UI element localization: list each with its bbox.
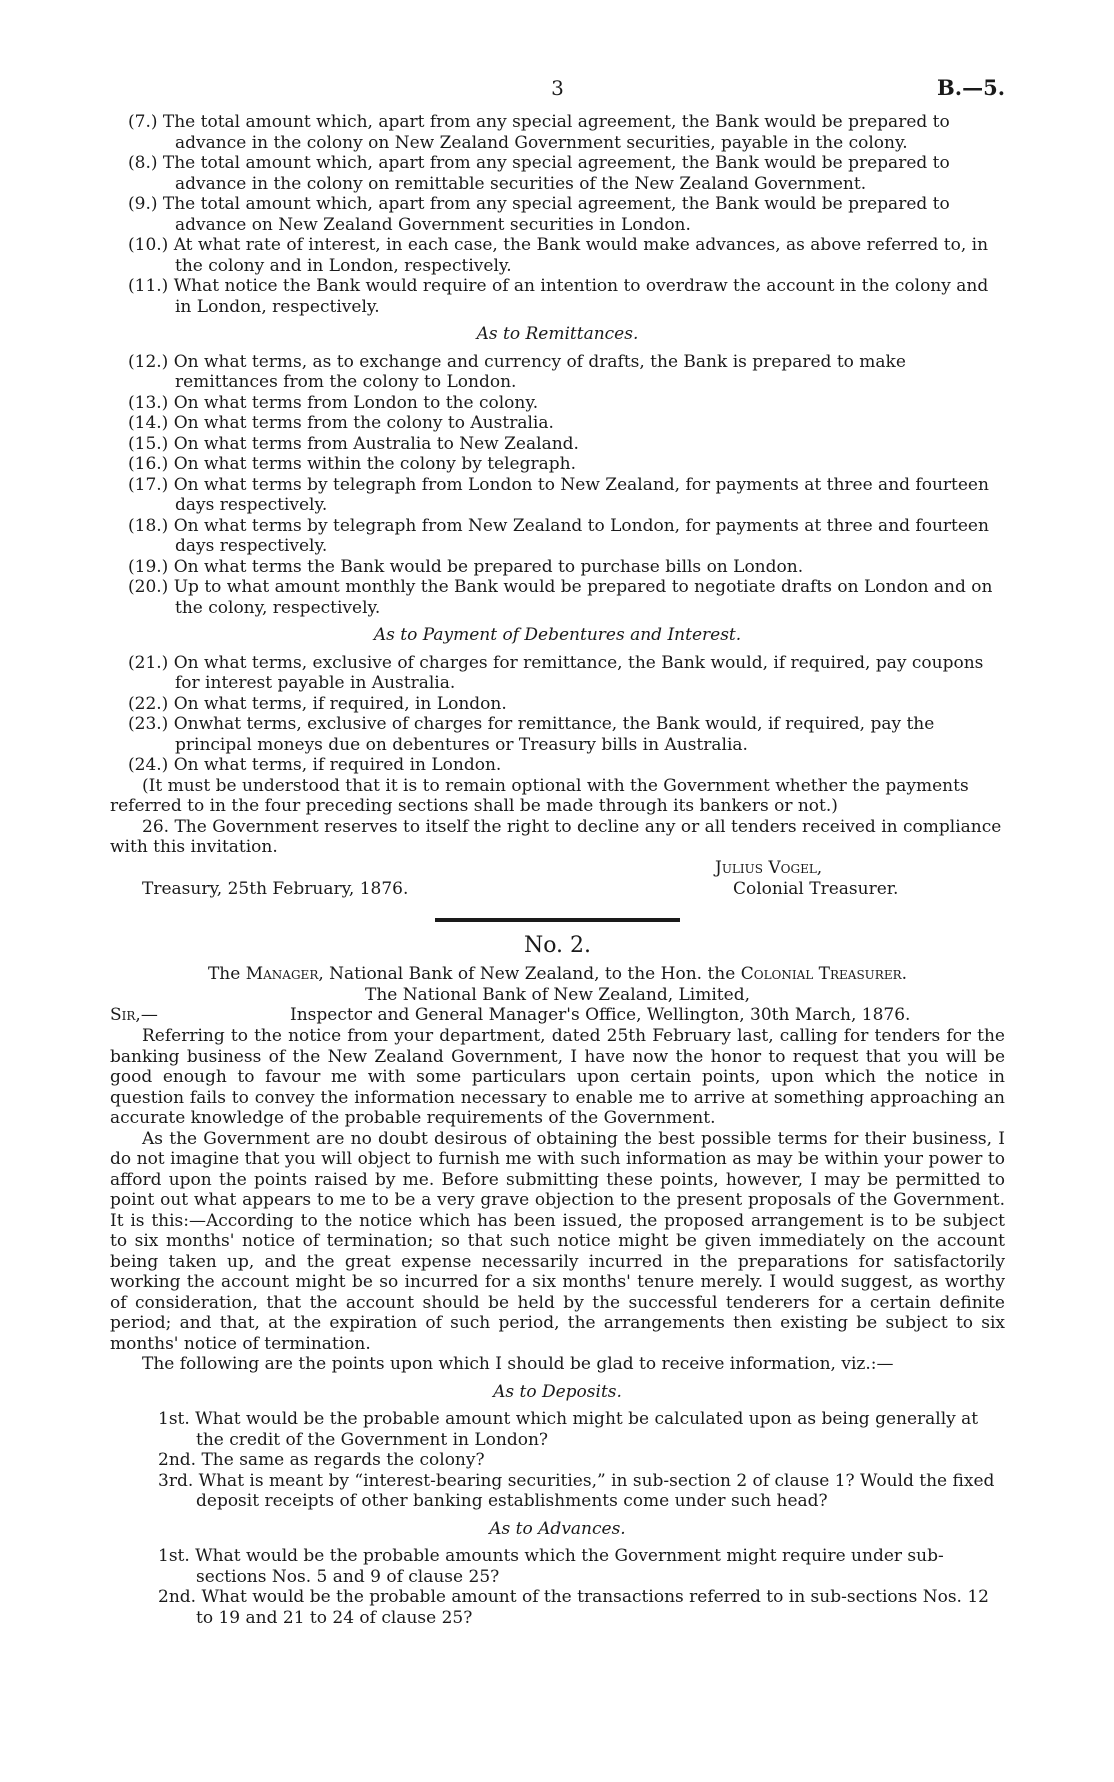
list-item: 1st. What would be the probable amount which might be calculated upon as being generally at the credit of the Government in London? bbox=[158, 1409, 979, 1450]
list-item: (10.) At what rate of interest, in each case, the Bank would make advances, as above referred to, in the colony and in London, respectively. bbox=[128, 235, 989, 276]
debentures-heading: As to Payment of Debentures and Interest. bbox=[373, 625, 742, 645]
list-item: 2nd. The same as regards the colony? bbox=[158, 1450, 485, 1470]
bank-name: The National Bank of New Zealand, Limited, bbox=[365, 984, 750, 1005]
list-item: (18.) On what terms by telegraph from New Zealand to London, for payments at three and fourteen days respectively. bbox=[128, 515, 989, 556]
list-item: (9.) The total amount which, apart from any special agreement, the Bank would be prepared to advance on New Zealand Government securities in London. bbox=[128, 194, 950, 235]
letter-paragraph: Referring to the notice from your department, dated 25th February last, calling for tenders for the banking business of the New Zealand Government, I have now the honor to request that you will be good enough to favour me with some particulars upon certain points, upon which the notice in question fails to convey the information necessary to enable me to arrive at something approaching an accurate knowledge of the probable requirements of the Government. bbox=[110, 1026, 1005, 1128]
section-divider bbox=[435, 918, 680, 922]
salutation-line bbox=[110, 1005, 1005, 1026]
address-to: Colonial Treasurer. bbox=[740, 964, 908, 984]
list-item: (24.) On what terms, if required in London. bbox=[128, 755, 502, 775]
page-header bbox=[110, 75, 1005, 112]
remittances-heading: As to Remittances. bbox=[476, 324, 639, 344]
signature-block bbox=[110, 858, 1005, 900]
address-mid: National Bank of New Zealand, to the Hon. the bbox=[329, 964, 736, 984]
remittance-items-list bbox=[110, 352, 1005, 619]
letter-paragraph: As the Government are no doubt desirous of obtaining the best possible terms for their business, I do not imagine that you will object to furnish me with such information as may be within your power to afford upon the points raised by me. Before submitting these points, however, I may be permitted to point out what appears to me to be a very grave objection to the present proposals of the Government. It is this:—According to the notice which has been issued, the proposed arrangement is to be subject to six months' notice of termination; so that such notice might be given immediately on the account being taken up, and the great expense necessarily incurred in the preparations for satisfactorily working the account might be so incurred for a six months' tenure merely. I would suggest, as worthy of consideration, that the account should be held by the successful tenderers for a certain definite period; and that, at the expiration of such period, the arrangements then existing be subject to six months' notice of termination. bbox=[110, 1128, 1005, 1354]
list-item: (20.) Up to what amount monthly the Bank would be prepared to negotiate drafts on London and on the colony, respectively. bbox=[128, 577, 993, 618]
list-item: (21.) On what terms, exclusive of charges for remittance, the Bank would, if required, pay coupons for interest payable in Australia. bbox=[128, 652, 984, 693]
address-from: Manager, bbox=[245, 964, 324, 984]
list-item: 3rd. What is meant by “interest-bearing securities,” in sub-section 2 of clause 1? Would the fixed deposit receipts of other banking establishments come under such head? bbox=[158, 1470, 995, 1511]
advance-items-list bbox=[110, 112, 1005, 317]
signatory-title: Colonial Treasurer. bbox=[733, 878, 899, 899]
list-item: (22.) On what terms, if required, in London. bbox=[128, 693, 507, 714]
list-item: (11.) What notice the Bank would require of an intention to overdraw the account in the colony and in London, respectively. bbox=[128, 276, 989, 317]
debenture-items-list bbox=[110, 653, 1005, 776]
list-item: (14.) On what terms from the colony to Australia. bbox=[128, 413, 554, 433]
list-item: (12.) On what terms, as to exchange and currency of drafts, the Bank is prepared to make remittances from the colony to London. bbox=[128, 351, 906, 392]
office-line: Inspector and General Manager's Office, Wellington, 30th March, 1876. bbox=[290, 1005, 911, 1025]
signatory-name: Julius Vogel, bbox=[715, 857, 823, 878]
page-number: 3 bbox=[551, 76, 564, 100]
list-item: (8.) The total amount which, apart from any special agreement, the Bank would be prepared to advance in the colony on remittable securities of the New Zealand Government. bbox=[128, 153, 950, 194]
letter-number: No. 2. bbox=[523, 932, 592, 958]
advances-heading: As to Advances. bbox=[489, 1518, 626, 1539]
list-item: 1st. What would be the probable amounts which the Government might require under sub-sections Nos. 5 and 9 of clause 25? bbox=[158, 1546, 944, 1587]
salutation: Sir,— bbox=[110, 1005, 158, 1025]
clause-26: 26. The Government reserves to itself the right to decline any or all tenders received in compliance with this invitation. bbox=[110, 816, 1002, 857]
document-reference: B.—5. bbox=[937, 75, 1005, 100]
list-item: (7.) The total amount which, apart from any special agreement, the Bank would be prepared to advance in the colony on New Zealand Government securities, payable in the colony. bbox=[128, 112, 950, 153]
list-item: (23.) Onwhat terms, exclusive of charges for remittance, the Bank would, if required, pay the principal moneys due on debentures or Treasury bills in Australia. bbox=[128, 714, 935, 755]
letter-address bbox=[110, 964, 1005, 985]
deposit-questions bbox=[110, 1409, 1005, 1512]
list-item: (19.) On what terms the Bank would be prepared to purchase bills on London. bbox=[128, 556, 804, 577]
deposits-heading: As to Deposits. bbox=[493, 1381, 622, 1402]
list-item: 2nd. What would be the probable amount of the transactions referred to in sub-sections Nos. 12 to 19 and 21 to 24 of clause 25? bbox=[158, 1587, 989, 1628]
address-pre: The bbox=[207, 964, 241, 984]
advance-questions bbox=[110, 1546, 1005, 1628]
optional-note: (It must be understood that it is to remain optional with the Government whether the payments referred to in the four preceding sections shall be made through its bankers or not.) bbox=[110, 775, 969, 816]
letter-paragraph: The following are the points upon which I should be glad to receive information, viz.:— bbox=[142, 1354, 894, 1374]
signature-date: Treasury, 25th February, 1876. bbox=[142, 878, 409, 899]
list-item: (15.) On what terms from Australia to New Zealand. bbox=[128, 433, 579, 454]
document-page bbox=[110, 75, 1005, 1628]
list-item: (16.) On what terms within the colony by telegraph. bbox=[128, 454, 576, 474]
list-item: (13.) On what terms from London to the colony. bbox=[128, 392, 539, 413]
list-item: (17.) On what terms by telegraph from London to New Zealand, for payments at three and fourteen days respectively. bbox=[128, 474, 989, 515]
